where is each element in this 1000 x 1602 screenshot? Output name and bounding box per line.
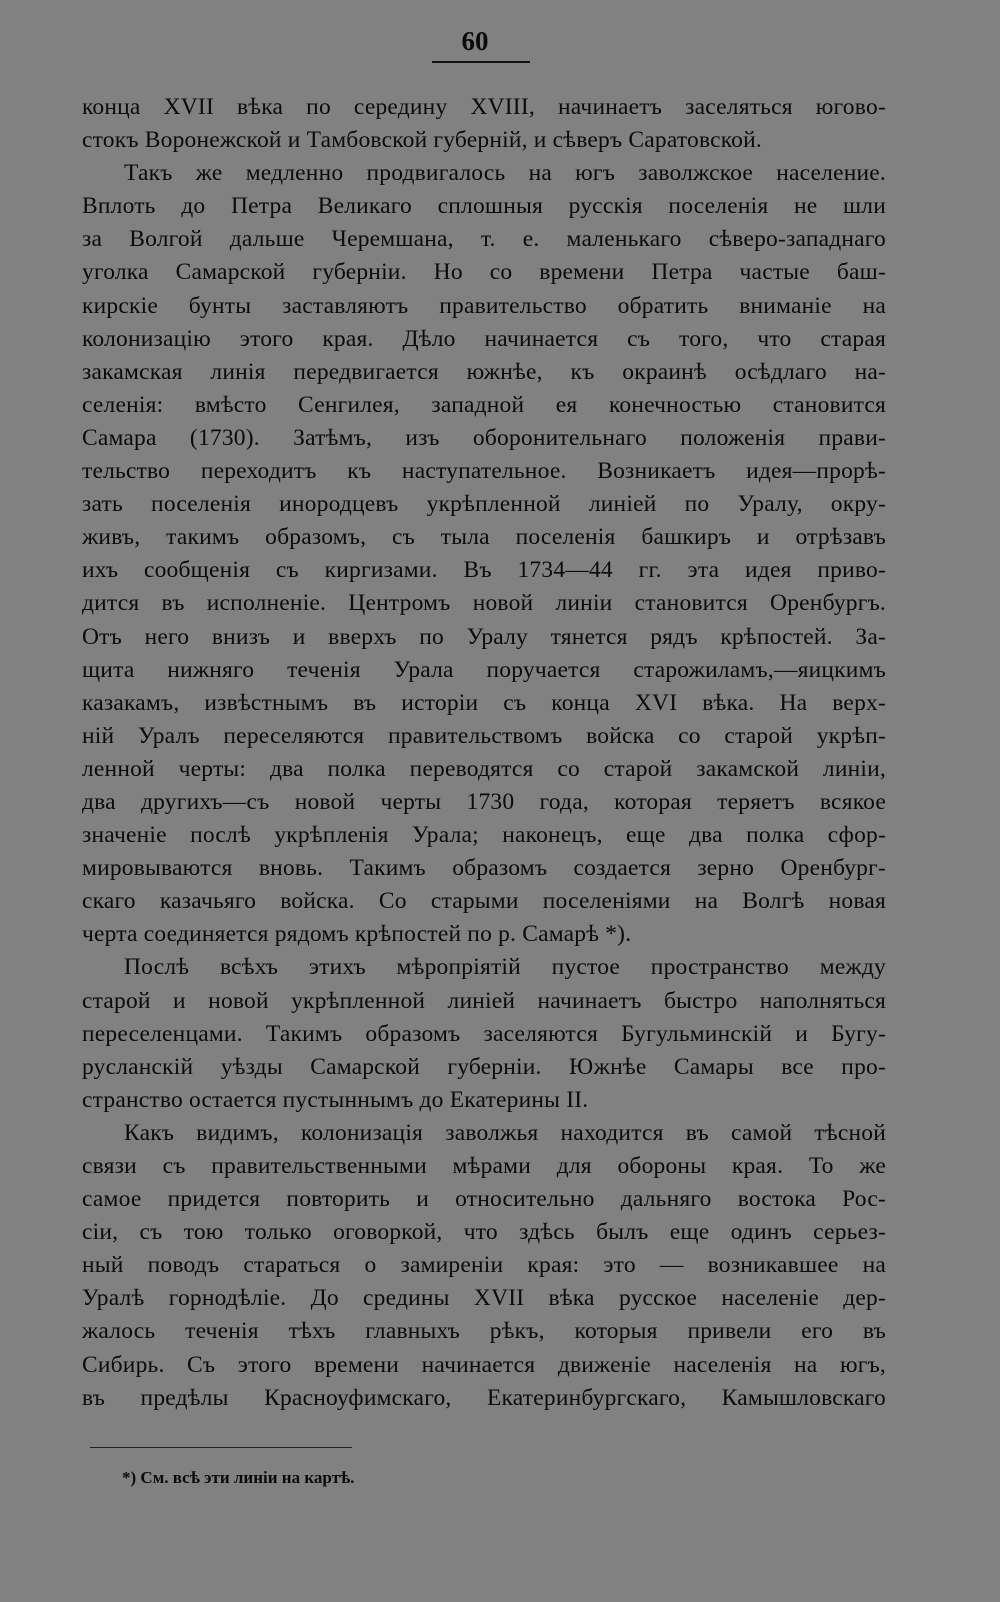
text-line: два другихъ—съ новой черты 1730 года, которая теряетъ всякое <box>82 788 886 815</box>
text-line: значеніе послѣ укрѣпленія Урала; наконецъ, еще два полка сфор- <box>82 822 886 849</box>
page-number: 60 <box>461 26 489 56</box>
text-line: ный поводъ стараться о замиреніи края: это — возникавшее на <box>82 1252 886 1279</box>
text-line: за Волгой дальше Черемшана, т. е. маленькаго сѣверо-западнаго <box>82 226 886 253</box>
text-line: конца XVII вѣка по середину XVIII, начинаетъ заселяться юговo- <box>82 94 886 120</box>
text-line: черта соединяется рядомъ крѣпостей по р. Самарѣ *). <box>82 921 632 948</box>
text-line: Какъ видимъ, колонизація заволжья находится въ самой тѣсной <box>124 1119 886 1146</box>
page-number-rule <box>432 61 530 63</box>
text-line: щита нижняго теченія Урала поручается старожиламъ,—яицкимъ <box>82 656 886 683</box>
text-line: старой и новой укрѣпленной линіей начинаетъ быстро наполняться <box>82 987 886 1014</box>
text-line: дится въ исполненіе. Центромъ новой линіи становится Оренбургъ. <box>82 590 886 617</box>
text-line: Послѣ всѣхъ этихъ мѣропріятій пустое пространство между <box>124 954 886 981</box>
text-line: тельство переходитъ къ наступательное. Возникаетъ идея—прорѣ- <box>82 458 886 485</box>
text-line: кирскіе бунты заставляютъ правительство обратить вниманіе на <box>82 292 886 319</box>
text-line: связи съ правительственными мѣрами для обороны края. То же <box>82 1153 886 1179</box>
text-line: закамская линія передвигается южнѣе, къ окраинѣ осѣдлаго на- <box>82 358 886 385</box>
text-line: Самара (1730). Затѣмъ, изъ оборонительнаго положенія прави- <box>82 424 886 451</box>
footnote-rule <box>90 1447 352 1448</box>
text-line: колонизацію этого края. Дѣло начинается съ того, что старая <box>82 325 886 352</box>
text-line: Отъ него внизъ и вверхъ по Уралу тянется рядъ крѣпостей. За- <box>82 623 886 650</box>
text-line: зать поселенія инородцевъ укрѣпленной линіей по Уралу, окру- <box>82 491 886 518</box>
text-line: ленной черты: два полка переводятся со старой закамской линіи, <box>82 755 886 782</box>
text-line: скаго казачьяго войска. Со старыми поселеніями на Волгѣ новая <box>82 888 886 915</box>
text-line: мировываются вновь. Такимъ образомъ создается зерно Оренбург- <box>82 855 886 882</box>
text-line: русланскій уѣзды Самарской губерніи. Южнѣе Самары все про- <box>82 1053 886 1080</box>
text-line: самое придется повторить и относительно дальняго востока Рос- <box>82 1186 886 1213</box>
text-line: Вплоть до Петра Великаго сплошныя русскія поселенія не шли <box>82 193 886 220</box>
text-line: Такъ же медленно продвигалось на югъ заволжское население. <box>124 160 886 187</box>
text-line: странство остается пустыннымъ до Екатерины II. <box>82 1086 589 1113</box>
text-line: живъ, такимъ образомъ, съ тыла поселенія башкиръ и отрѣзавъ <box>82 524 886 551</box>
text-line: переселенцами. Такимъ образомъ заселяются Бугульминскій и Бугу- <box>82 1020 886 1047</box>
text-line: ихъ сообщенія съ киргизами. Въ 1734—44 гг. эта идея приво- <box>82 557 886 584</box>
footnote: *) См. всѣ эти линіи на картѣ. <box>122 1468 355 1487</box>
text-line: жалось теченія тѣхъ главныхъ рѣкъ, которыя привели его въ <box>82 1318 886 1345</box>
text-line: казакамъ, извѣстнымъ въ исторіи съ конца XVI вѣка. На верх- <box>82 689 886 716</box>
text-line: въ предѣлы Красноуфимскаго, Екатеринбургскаго, Камышловскаго <box>82 1384 886 1411</box>
text-line: стокъ Воронежской и Тамбовской губерній, и сѣверъ Саратовской. <box>82 127 762 154</box>
text-line: уголка Самарской губерніи. Но со времени Петра частые баш- <box>82 259 886 286</box>
text-line: Сибирь. Съ этого времени начинается движеніе населенія на югъ, <box>82 1351 886 1378</box>
text-line: сіи, съ тою только оговоркой, что здѣсь былъ еще одинъ серьез- <box>82 1219 886 1246</box>
body-text <box>82 91 886 1415</box>
text-line: Уралѣ горнодѣліе. До средины XVII вѣка русское населеніе дер- <box>82 1285 886 1312</box>
text-line: ній Уралъ переселяются правительствомъ войска со старой укрѣп- <box>82 722 886 749</box>
text-line: селенія: вмѣсто Сенгилея, западной ея конечностью становится <box>82 391 886 418</box>
